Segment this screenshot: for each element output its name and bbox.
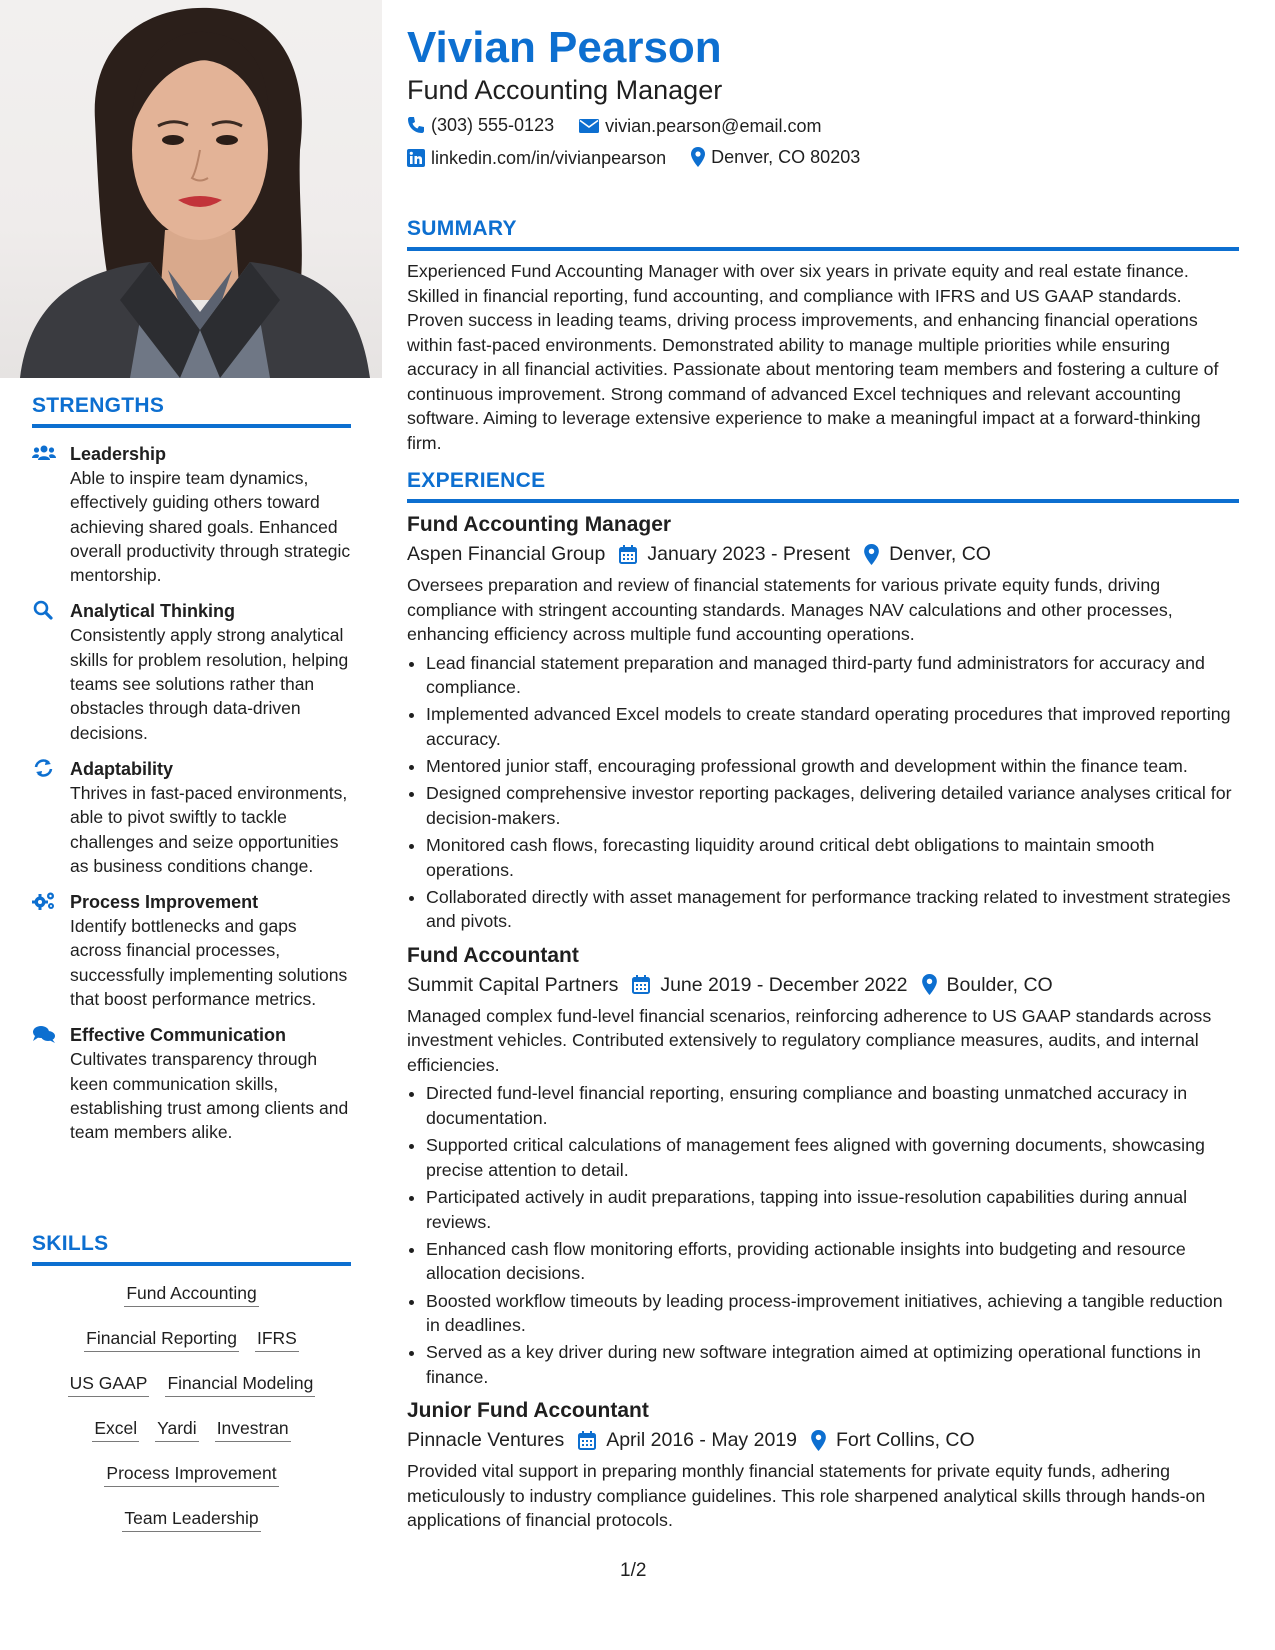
summary-heading: SUMMARY: [407, 217, 1239, 251]
strength-title: Process Improvement: [70, 892, 259, 913]
linkedin-icon: [407, 149, 425, 167]
bullet-item: • Implemented advanced Excel models to create standard operating procedures that improved reporting accuracy.: [426, 702, 1239, 751]
bullet-item: • Participated actively in audit preparations, tapping into issue-resolution capabilities during annual reviews.: [426, 1185, 1239, 1234]
skills-heading: SKILLS: [32, 1232, 351, 1266]
job-meta: [407, 1425, 1239, 1455]
skills-section: [32, 1232, 351, 1533]
strengths-heading: STRENGTHS: [32, 394, 351, 428]
calendar-icon: [619, 545, 637, 564]
skill-tag: US GAAP: [68, 1372, 150, 1397]
summary-section: [407, 217, 1239, 455]
skill-tag: IFRS: [255, 1327, 299, 1352]
skill-tag: Excel: [92, 1417, 139, 1442]
job-dates: [632, 970, 907, 1000]
strength-text: Able to inspire team dynamics, effectively guiding others toward achieving shared goals. Enhanced overall productivity through strategic mentorship.: [70, 468, 351, 586]
strength-title: Analytical Thinking: [70, 601, 236, 622]
skill-tag: Financial Reporting: [84, 1327, 239, 1352]
bullet-item: • Collaborated directly with asset management for performance tracking related to investment strategies and pivots.: [426, 885, 1239, 934]
bullet-item: • Directed fund-level financial reporting, ensuring compliance and boasting unmatched accuracy in documentation.: [426, 1081, 1239, 1130]
map-pin-icon: [864, 544, 879, 565]
job-company: Summit Capital Partners: [407, 973, 619, 996]
job-title: Fund Accountant: [407, 943, 579, 967]
users-icon: [32, 443, 56, 463]
job-description: Managed complex fund-level financial scenarios, reinforcing adherence to US GAAP standards across investment vehicles. Contributed extensively to regulatory compliance measures, audits, and internal efficiencies.: [407, 1005, 1212, 1075]
job-location: [922, 970, 1053, 1000]
skill-tag: Yardi: [155, 1417, 199, 1442]
phone-icon: [407, 116, 425, 134]
search-icon: [32, 600, 56, 620]
page-number: 1/2: [620, 1560, 647, 1581]
job-dates-text: June 2019 - December 2022: [660, 973, 908, 996]
skill-tag: Investran: [215, 1417, 291, 1442]
job-dates: [619, 539, 850, 569]
strength-text: Identify bottlenecks and gaps across financial processes, successfully implementing solutions that boost performance metrics.: [70, 916, 348, 1010]
skill-tag: Financial Modeling: [165, 1372, 315, 1397]
linkedin-text: linkedin.com/in/vivianpearson: [431, 148, 667, 168]
bullet-item: • Mentored junior staff, encouraging professional growth and development within the finance team.: [426, 754, 1239, 779]
skill-tag: Fund Accounting: [124, 1282, 258, 1307]
strength-item: [32, 599, 351, 744]
location-text: Denver, CO 80203: [711, 147, 861, 167]
email-text: vivian.pearson@email.com: [605, 116, 822, 136]
bullet-item: • Monitored cash flows, forecasting liquidity around critical debt obligations to maintain smooth operations.: [426, 833, 1239, 882]
job-location-text: Boulder, CO: [946, 973, 1053, 996]
strength-item: [32, 890, 351, 1011]
gears-icon: [32, 891, 56, 911]
bullet-item: • Designed comprehensive investor reporting packages, delivering detailed variance analyses critical for decision-makers.: [426, 781, 1239, 830]
strength-title: Effective Communication: [70, 1025, 287, 1046]
skills-list: [32, 1282, 351, 1533]
bullet-item: • Supported critical calculations of management fees aligned with governing documents, showcasing precise attention to detail.: [426, 1133, 1239, 1182]
job-dates: [578, 1425, 797, 1455]
job-dates-text: April 2016 - May 2019: [606, 1429, 797, 1452]
strengths-section: [32, 394, 351, 1145]
map-pin-icon: [811, 1430, 826, 1451]
job-description: Oversees preparation and review of financial statements for various private equity funds, driving compliance with stringent accounting standards. Manages NAV calculations and other processes, enhancing efficiency across multiple fund accounting operations.: [407, 575, 1173, 644]
skill-tag: Process Improvement: [104, 1462, 278, 1487]
job-bullets: [407, 651, 1239, 934]
sync-icon: [32, 758, 56, 778]
job-meta: [407, 539, 1239, 569]
job-title: Fund Accounting Manager: [407, 513, 672, 536]
summary-text: Experienced Fund Accounting Manager with over six years in private equity and real estate finance. Skilled in financial reporting, fund accounting, and compliance with IFRS and US GAAP standards. Proven success in leading teams, driving process improvements, and enhancing financial operations within fast-paced environments. Demonstrated ability to manage multiple priorities while ensuring accuracy in all financial activities. Passionate about mentoring team members and fostering a culture of continuous improvement. Strong command of advanced Excel techniques and relevant accounting software. Aiming to leverage extensive experience to make a meaningful impact at a forward-thinking firm.: [407, 261, 1219, 453]
contact-row-1: [407, 113, 841, 140]
job-dates-text: January 2023 - Present: [647, 543, 851, 565]
job-location-text: Denver, CO: [889, 543, 991, 565]
job-location: [811, 1425, 975, 1455]
job-location-text: Fort Collins, CO: [835, 1429, 975, 1452]
email-contact[interactable]: [579, 114, 821, 138]
strength-title: Leadership: [70, 444, 167, 464]
strength-text: Thrives in fast-paced environments, able to pivot swiftly to tackle challenges and seize opportunities as business conditions change.: [70, 782, 348, 876]
contact-row-2: [407, 145, 880, 173]
job-description: Provided vital support in preparing monthly financial statements for private equity funds, adhering meticulously to industry compliance guidelines. This role sharpened analytical skills through hands-on applications of financial protocols.: [407, 1461, 1206, 1531]
strength-item: [32, 442, 351, 587]
bullet-item: • Served as a key driver during new software integration aimed at optimizing operational functions in finance.: [426, 1340, 1239, 1389]
linkedin-contact[interactable]: [407, 146, 666, 170]
job-title: Junior Fund Accountant: [407, 1399, 649, 1423]
experience-heading: EXPERIENCE: [407, 469, 1239, 503]
candidate-role: Fund Accounting Manager: [407, 75, 723, 105]
calendar-icon: [578, 1431, 596, 1450]
comments-icon: [32, 1024, 56, 1044]
candidate-name: Vivian Pearson: [407, 23, 722, 72]
job-entry: [407, 942, 1239, 1389]
skill-tag: Team Leadership: [122, 1507, 260, 1532]
strength-item: [32, 757, 351, 878]
strength-text: Consistently apply strong analytical skills for problem resolution, helping teams see solutions rather than obstacles through data-driven decisions.: [70, 625, 349, 743]
phone-contact[interactable]: [407, 113, 554, 137]
bullet-item: • Lead financial statement preparation and managed third-party fund administrators for accuracy and compliance.: [426, 651, 1239, 700]
envelope-icon: [579, 118, 599, 134]
strength-title: Adaptability: [70, 758, 174, 779]
phone-text: (303) 555-0123: [431, 115, 555, 135]
map-pin-icon: [922, 974, 937, 995]
job-entry: [407, 1397, 1239, 1533]
job-entry: [407, 511, 1239, 934]
job-bullets: [407, 1081, 1239, 1389]
strength-item: [32, 1023, 351, 1144]
job-company: Pinnacle Ventures: [407, 1429, 565, 1452]
profile-photo: [0, 0, 382, 378]
bullet-item: • Enhanced cash flow monitoring efforts, providing actionable insights into budgeting and resource allocation decisions.: [426, 1237, 1239, 1286]
calendar-icon: [632, 975, 650, 994]
map-pin-icon: [691, 147, 705, 167]
job-meta: [407, 970, 1239, 1000]
location-contact: [691, 145, 860, 169]
job-location: [864, 539, 991, 569]
experience-section: [407, 469, 1239, 1533]
left-column: [0, 0, 382, 1650]
job-company: Aspen Financial Group: [407, 543, 606, 565]
bullet-item: • Boosted workflow timeouts by leading process-improvement initiatives, achieving a tangible reduction in deadlines.: [426, 1289, 1239, 1338]
strength-text: Cultivates transparency through keen communication skills, establishing trust among clients and team members alike.: [70, 1049, 349, 1143]
